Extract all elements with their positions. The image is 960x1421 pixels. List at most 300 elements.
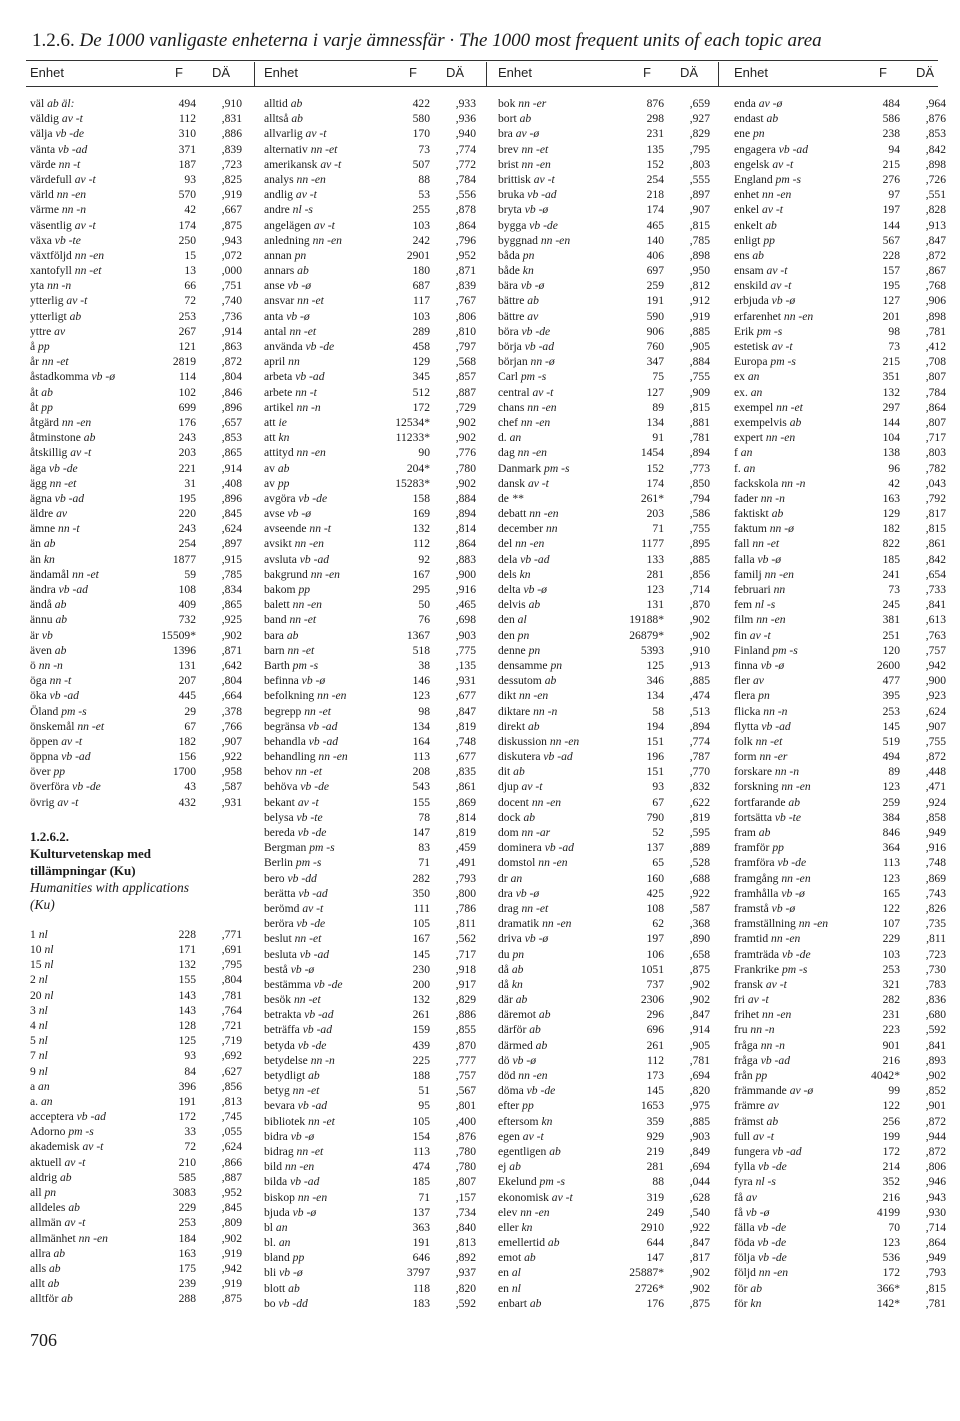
dispersion-cell: ,780 bbox=[455, 461, 476, 475]
unit-cell: bra av -ø bbox=[498, 127, 540, 141]
frequency-cell: 261 bbox=[412, 1008, 430, 1022]
dispersion-cell: ,902 bbox=[925, 1069, 946, 1082]
unit-cell: avsikt nn -en bbox=[264, 537, 324, 551]
frequency-cell: 425 bbox=[646, 886, 664, 900]
dispersion-cell: ,491 bbox=[455, 856, 476, 870]
table-row bbox=[264, 810, 476, 825]
frequency-cell: 1396 bbox=[172, 643, 196, 657]
dispersion-cell: ,624 bbox=[925, 704, 946, 718]
unit-cell: all pn bbox=[30, 1186, 57, 1199]
dispersion-cell: ,817 bbox=[689, 1251, 710, 1265]
table-row bbox=[498, 567, 710, 582]
frequency-cell: 97 bbox=[888, 188, 900, 202]
unit-cell: fråga vb -ad bbox=[734, 1053, 791, 1067]
table-row bbox=[30, 324, 242, 339]
dispersion-cell: ,866 bbox=[221, 1155, 242, 1169]
frequency-cell: 123 bbox=[646, 583, 664, 596]
unit-cell: Erik pm -s bbox=[734, 324, 783, 338]
frequency-cell: 220 bbox=[178, 507, 196, 521]
unit-cell: erfarenhet nn -en bbox=[734, 309, 814, 323]
table-row bbox=[264, 506, 476, 521]
unit-cell: än ab bbox=[30, 537, 56, 551]
dispersion-cell: ,864 bbox=[925, 1236, 946, 1250]
frequency-cell: 105 bbox=[412, 917, 430, 931]
dispersion-cell: ,850 bbox=[689, 476, 710, 490]
unit-cell: bl. an bbox=[264, 1236, 291, 1250]
frequency-cell: 484 bbox=[882, 97, 900, 110]
table-row bbox=[264, 1022, 476, 1037]
frequency-cell: 93 bbox=[184, 1049, 196, 1063]
dispersion-cell: ,815 bbox=[689, 218, 710, 232]
table-row bbox=[734, 1220, 946, 1235]
unit-cell: yttre av bbox=[30, 324, 66, 338]
unit-cell: f an bbox=[734, 446, 753, 460]
frequency-cell: 165 bbox=[882, 886, 900, 900]
frequency-cell: 171 bbox=[178, 943, 196, 956]
unit-cell: akademisk av -t bbox=[30, 1140, 104, 1154]
frequency-cell: 151 bbox=[646, 765, 664, 779]
frequency-cell: 88 bbox=[418, 172, 430, 186]
frequency-cell: 67 bbox=[652, 795, 664, 809]
dispersion-cell: ,726 bbox=[925, 172, 946, 186]
dispersion-cell: ,771 bbox=[221, 927, 242, 941]
table-row bbox=[264, 704, 476, 719]
frequency-cell: 152 bbox=[646, 461, 664, 475]
unit-cell: acceptera vb -ad bbox=[30, 1110, 106, 1124]
frequency-cell: 154 bbox=[412, 1129, 430, 1143]
frequency-cell: 92 bbox=[418, 552, 430, 566]
table-row bbox=[264, 552, 476, 567]
frequency-cell: 107 bbox=[882, 917, 900, 931]
dispersion-cell: ,043 bbox=[925, 476, 946, 490]
frequency-cell: 2910 bbox=[640, 1220, 664, 1234]
unit-cell: eller kn bbox=[498, 1220, 533, 1234]
dispersion-cell: ,719 bbox=[221, 1034, 242, 1048]
table-row bbox=[264, 187, 476, 202]
table-row bbox=[30, 187, 242, 202]
unit-cell: djup av -t bbox=[498, 780, 543, 794]
table-row bbox=[30, 597, 242, 612]
column-header-dispersion: DÄ bbox=[680, 65, 699, 80]
table-row bbox=[498, 643, 710, 658]
unit-cell: däremot ab bbox=[498, 1008, 551, 1022]
table-row bbox=[498, 916, 710, 931]
table-row bbox=[498, 582, 710, 597]
dispersion-cell: ,622 bbox=[689, 795, 710, 809]
frequency-cell: 363 bbox=[412, 1220, 430, 1234]
unit-cell: fram ab bbox=[734, 826, 771, 839]
unit-cell: ex an bbox=[734, 370, 760, 384]
unit-cell: väldig av -t bbox=[30, 112, 83, 126]
frequency-cell: 89 bbox=[652, 400, 664, 414]
unit-cell: anse vb -ø bbox=[264, 279, 311, 293]
table-row bbox=[264, 1159, 476, 1174]
dispersion-cell: ,834 bbox=[221, 583, 242, 596]
frequency-cell: 76 bbox=[418, 613, 430, 627]
table-row bbox=[734, 977, 946, 992]
unit-cell: faktum nn -ø bbox=[734, 522, 794, 536]
unit-cell: Finland pm -s bbox=[734, 643, 798, 657]
dispersion-cell: ,902 bbox=[221, 1231, 242, 1245]
dispersion-cell: ,922 bbox=[689, 886, 710, 900]
table-row bbox=[264, 1296, 476, 1311]
unit-cell: äga vb -de bbox=[30, 461, 78, 475]
dispersion-cell: ,657 bbox=[221, 415, 242, 429]
table-row bbox=[264, 1083, 476, 1098]
table-row bbox=[264, 673, 476, 688]
table-row bbox=[734, 567, 946, 582]
dispersion-cell: ,814 bbox=[455, 810, 476, 824]
unit-cell: välja vb -de bbox=[30, 127, 85, 141]
table-row bbox=[264, 1265, 476, 1280]
dispersion-cell: ,792 bbox=[925, 491, 946, 505]
dispersion-cell: ,914 bbox=[221, 461, 242, 475]
page-heading bbox=[32, 30, 932, 52]
frequency-cell: 29 bbox=[184, 704, 196, 718]
unit-cell: berätta vb -ad bbox=[264, 886, 328, 900]
unit-cell: berömd av -t bbox=[264, 901, 324, 915]
frequency-cell: 15283* bbox=[395, 476, 430, 490]
dispersion-cell: ,768 bbox=[925, 279, 946, 293]
dispersion-cell: ,897 bbox=[221, 537, 242, 551]
table-row bbox=[264, 612, 476, 627]
frequency-cell: 108 bbox=[178, 583, 196, 596]
unit-cell: aldrig ab bbox=[30, 1170, 72, 1184]
table-row bbox=[734, 962, 946, 977]
unit-cell: alldeles ab bbox=[30, 1201, 80, 1215]
dispersion-cell: ,592 bbox=[925, 1023, 946, 1037]
frequency-cell: 519 bbox=[882, 734, 900, 748]
dispersion-cell: ,793 bbox=[455, 871, 476, 885]
dispersion-cell: ,865 bbox=[221, 446, 242, 460]
table-row bbox=[30, 1079, 242, 1094]
dispersion-cell: ,692 bbox=[221, 1049, 242, 1063]
table-row bbox=[498, 931, 710, 946]
column-header-frequency: F bbox=[409, 65, 417, 80]
dispersion-cell: ,595 bbox=[689, 826, 710, 839]
table-row bbox=[734, 218, 946, 233]
frequency-cell: 4042* bbox=[871, 1069, 900, 1082]
frequency-cell: 132 bbox=[882, 385, 900, 399]
unit-cell: fråga nn -n bbox=[734, 1038, 785, 1052]
unit-cell: arbeta vb -ad bbox=[264, 370, 325, 384]
dispersion-cell: ,906 bbox=[925, 294, 946, 308]
frequency-cell: 253 bbox=[178, 1216, 196, 1230]
frequency-cell: 223 bbox=[882, 1023, 900, 1037]
unit-cell: egentligen ab bbox=[498, 1144, 561, 1158]
unit-cell: England pm -s bbox=[734, 172, 801, 186]
table-row bbox=[264, 385, 476, 400]
dispersion-cell: ,922 bbox=[689, 1220, 710, 1234]
frequency-cell: 194 bbox=[646, 719, 664, 733]
frequency-cell: 105 bbox=[412, 1114, 430, 1128]
frequency-cell: 239 bbox=[178, 1277, 196, 1291]
dispersion-cell: ,528 bbox=[689, 856, 710, 870]
dispersion-cell: ,807 bbox=[925, 415, 946, 429]
frequency-cell: 221 bbox=[178, 461, 196, 475]
unit-cell: barn nn -et bbox=[264, 643, 315, 657]
table-row bbox=[264, 536, 476, 551]
frequency-cell: 214 bbox=[882, 1160, 900, 1174]
dispersion-cell: ,912 bbox=[689, 294, 710, 308]
dispersion-cell: ,902 bbox=[455, 476, 476, 490]
frequency-cell: 216 bbox=[882, 1190, 900, 1204]
frequency-cell: 5393 bbox=[640, 643, 664, 657]
unit-cell: 9 nl bbox=[30, 1064, 48, 1078]
table-row bbox=[734, 278, 946, 293]
table-row bbox=[734, 1250, 946, 1265]
dispersion-cell: ,764 bbox=[221, 1003, 242, 1017]
table-row bbox=[498, 688, 710, 703]
table-row bbox=[498, 734, 710, 749]
unit-cell: för ab bbox=[734, 1281, 763, 1295]
frequency-cell: 465 bbox=[646, 218, 664, 232]
unit-cell: brist nn -en bbox=[498, 157, 551, 171]
table-row bbox=[264, 1098, 476, 1113]
dispersion-cell: ,885 bbox=[689, 1114, 710, 1128]
dispersion-cell: ,556 bbox=[455, 188, 476, 202]
frequency-cell: 215 bbox=[882, 355, 900, 369]
frequency-cell: 15 bbox=[184, 248, 196, 262]
frequency-cell: 321 bbox=[882, 977, 900, 991]
frequency-cell: 134 bbox=[646, 415, 664, 429]
dispersion-cell: ,907 bbox=[925, 719, 946, 733]
unit-cell: du pn bbox=[498, 947, 525, 961]
table-row bbox=[498, 324, 710, 339]
unit-cell: Berlin pm -s bbox=[264, 856, 322, 870]
frequency-cell: 230 bbox=[412, 962, 430, 976]
table-row bbox=[734, 1265, 946, 1280]
frequency-cell: 12534* bbox=[395, 415, 430, 429]
dispersion-cell: ,804 bbox=[221, 674, 242, 688]
unit-cell: dock ab bbox=[498, 810, 536, 824]
frequency-cell: 231 bbox=[646, 127, 664, 141]
table-row bbox=[498, 612, 710, 627]
table-row bbox=[498, 886, 710, 901]
frequency-cell: 158 bbox=[412, 491, 430, 505]
table-row bbox=[734, 916, 946, 931]
dispersion-cell: ,872 bbox=[925, 1114, 946, 1128]
table-row bbox=[30, 927, 242, 942]
unit-cell: expert nn -en bbox=[734, 431, 796, 445]
dispersion-cell: ,902 bbox=[689, 628, 710, 642]
frequency-cell: 95 bbox=[418, 1099, 430, 1113]
table-row bbox=[498, 1174, 710, 1189]
unit-cell: emellertid ab bbox=[498, 1236, 560, 1250]
frequency-cell: 123 bbox=[882, 871, 900, 885]
column-divider bbox=[486, 62, 487, 86]
dispersion-cell: ,856 bbox=[221, 1079, 242, 1093]
unit-cell: allmän av -t bbox=[30, 1216, 86, 1230]
frequency-cell: 384 bbox=[882, 810, 900, 824]
unit-cell: endast ab bbox=[734, 112, 779, 126]
table-row bbox=[498, 354, 710, 369]
unit-cell: framstå vb -ø bbox=[734, 901, 796, 915]
frequency-cell: 38 bbox=[418, 658, 430, 672]
table-row bbox=[734, 855, 946, 870]
dispersion-cell: ,937 bbox=[455, 1266, 476, 1280]
dispersion-cell: ,919 bbox=[221, 1246, 242, 1260]
dispersion-cell: ,723 bbox=[221, 157, 242, 171]
table-row bbox=[30, 704, 242, 719]
dispersion-cell: ,900 bbox=[455, 567, 476, 581]
dispersion-cell: ,729 bbox=[455, 400, 476, 414]
unit-cell: delvis ab bbox=[498, 598, 541, 612]
dispersion-cell: ,885 bbox=[689, 674, 710, 688]
table-row bbox=[734, 521, 946, 536]
dispersion-cell: ,905 bbox=[689, 340, 710, 353]
unit-cell: allmänhet nn -en bbox=[30, 1231, 108, 1245]
table-row bbox=[498, 1053, 710, 1068]
frequency-cell: 65 bbox=[652, 856, 664, 870]
frequency-cell: 183 bbox=[412, 1296, 430, 1310]
table-row bbox=[264, 233, 476, 248]
frequency-cell: 73 bbox=[888, 583, 900, 596]
table-row bbox=[264, 476, 476, 491]
frequency-cell: 72 bbox=[184, 1140, 196, 1154]
frequency-cell: 180 bbox=[412, 264, 430, 278]
unit-cell: betydelse nn -n bbox=[264, 1053, 335, 1067]
frequency-cell: 644 bbox=[646, 1236, 664, 1250]
table-row bbox=[734, 825, 946, 840]
frequency-cell: 125 bbox=[646, 658, 664, 672]
frequency-cell: 84 bbox=[184, 1064, 196, 1078]
frequency-cell: 229 bbox=[882, 932, 900, 946]
table-row bbox=[498, 1220, 710, 1235]
frequency-cell: 1653 bbox=[640, 1099, 664, 1113]
table-row bbox=[498, 111, 710, 126]
unit-cell: 10 nl bbox=[30, 943, 54, 956]
table-row bbox=[30, 1018, 242, 1033]
table-row bbox=[498, 126, 710, 141]
dispersion-cell: ,892 bbox=[455, 1251, 476, 1265]
frequency-cell: 114 bbox=[179, 370, 196, 384]
column-header-frequency: F bbox=[879, 65, 887, 80]
unit-cell: flicka nn -n bbox=[734, 704, 788, 718]
table-row bbox=[264, 278, 476, 293]
frequency-cell: 261* bbox=[640, 491, 664, 505]
table-row bbox=[498, 1144, 710, 1159]
dispersion-cell: ,924 bbox=[925, 795, 946, 809]
table-row bbox=[734, 1296, 946, 1311]
table-row bbox=[734, 233, 946, 248]
dispersion-cell: ,914 bbox=[689, 1023, 710, 1037]
table-row bbox=[30, 1064, 242, 1079]
frequency-cell: 185 bbox=[882, 552, 900, 566]
frequency-cell: 134 bbox=[412, 719, 430, 733]
frequency-cell: 188 bbox=[412, 1069, 430, 1082]
frequency-cell: 172 bbox=[178, 1110, 196, 1124]
dispersion-cell: ,624 bbox=[221, 1140, 242, 1154]
table-row bbox=[498, 491, 710, 506]
frequency-cell: 409 bbox=[178, 598, 196, 612]
table-row bbox=[264, 886, 476, 901]
dispersion-cell: ,736 bbox=[221, 309, 242, 323]
unit-cell: Öland pm -s bbox=[30, 704, 87, 718]
section-title-english: (Ku) bbox=[30, 896, 55, 912]
unit-cell: bok nn -er bbox=[498, 97, 547, 110]
frequency-cell: 88 bbox=[652, 1175, 664, 1189]
dispersion-cell: ,813 bbox=[455, 1236, 476, 1250]
dispersion-cell: ,667 bbox=[221, 203, 242, 217]
unit-cell: chans nn -en bbox=[498, 400, 557, 414]
unit-cell: värme nn -n bbox=[30, 203, 87, 217]
unit-cell: bl an bbox=[264, 1220, 288, 1234]
dispersion-cell: ,000 bbox=[221, 264, 242, 278]
unit-cell: analys nn -en bbox=[264, 172, 326, 186]
unit-cell: alternativ nn -et bbox=[264, 142, 338, 156]
frequency-cell: 245 bbox=[882, 598, 900, 612]
frequency-cell: 646 bbox=[412, 1251, 430, 1265]
frequency-cell: 2600 bbox=[876, 658, 900, 672]
frequency-cell: 11233* bbox=[395, 431, 430, 445]
unit-cell: främre av bbox=[734, 1099, 779, 1113]
dispersion-cell: ,832 bbox=[689, 780, 710, 794]
frequency-cell: 98 bbox=[418, 704, 430, 718]
frequency-cell: 155 bbox=[412, 795, 430, 809]
unit-cell: enhet nn -en bbox=[734, 188, 792, 202]
dispersion-cell: ,925 bbox=[221, 613, 242, 627]
frequency-cell: 127 bbox=[646, 385, 664, 399]
unit-cell: Carl pm -s bbox=[498, 370, 547, 384]
frequency-cell: 96 bbox=[888, 461, 900, 475]
frequency-cell: 494 bbox=[178, 97, 196, 110]
dispersion-cell: ,898 bbox=[689, 248, 710, 262]
unit-cell: enda av -ø bbox=[734, 97, 783, 110]
table-row bbox=[498, 1190, 710, 1205]
unit-cell: ytterligt ab bbox=[30, 309, 82, 323]
dispersion-cell: ,781 bbox=[689, 431, 710, 445]
table-row bbox=[734, 1205, 946, 1220]
table-row bbox=[264, 1190, 476, 1205]
frequency-cell: 474 bbox=[412, 1160, 430, 1174]
frequency-cell: 282 bbox=[412, 871, 430, 885]
frequency-cell: 432 bbox=[178, 795, 196, 809]
dispersion-cell: ,884 bbox=[455, 491, 476, 505]
dispersion-cell: ,721 bbox=[221, 1018, 242, 1032]
table-row bbox=[498, 430, 710, 445]
table-row bbox=[264, 248, 476, 263]
table-row bbox=[264, 96, 476, 111]
frequency-cell: 238 bbox=[882, 127, 900, 141]
frequency-cell: 191 bbox=[178, 1094, 196, 1108]
table-row bbox=[30, 293, 242, 308]
dispersion-cell: ,811 bbox=[926, 932, 946, 946]
unit-cell: även ab bbox=[30, 643, 67, 657]
table-row bbox=[30, 942, 242, 957]
dispersion-cell: ,751 bbox=[221, 279, 242, 293]
unit-cell: främmande av -ø bbox=[734, 1084, 814, 1098]
dispersion-cell: ,853 bbox=[221, 431, 242, 445]
table-row bbox=[264, 1053, 476, 1068]
dispersion-cell: ,949 bbox=[925, 1251, 946, 1265]
unit-cell: xantofyll nn -et bbox=[30, 264, 102, 278]
table-row bbox=[498, 704, 710, 719]
table-row bbox=[734, 1114, 946, 1129]
table-row bbox=[264, 734, 476, 749]
dispersion-cell: ,740 bbox=[221, 294, 242, 308]
table-row bbox=[498, 779, 710, 794]
table-row bbox=[734, 1144, 946, 1159]
dispersion-cell: ,841 bbox=[925, 598, 946, 612]
unit-cell: blott ab bbox=[264, 1281, 300, 1295]
frequency-cell: 494 bbox=[882, 750, 900, 764]
frequency-cell: 359 bbox=[646, 1114, 664, 1128]
table-row bbox=[734, 126, 946, 141]
dispersion-cell: ,804 bbox=[221, 973, 242, 987]
table-row bbox=[30, 1246, 242, 1261]
table-row bbox=[30, 1261, 242, 1276]
